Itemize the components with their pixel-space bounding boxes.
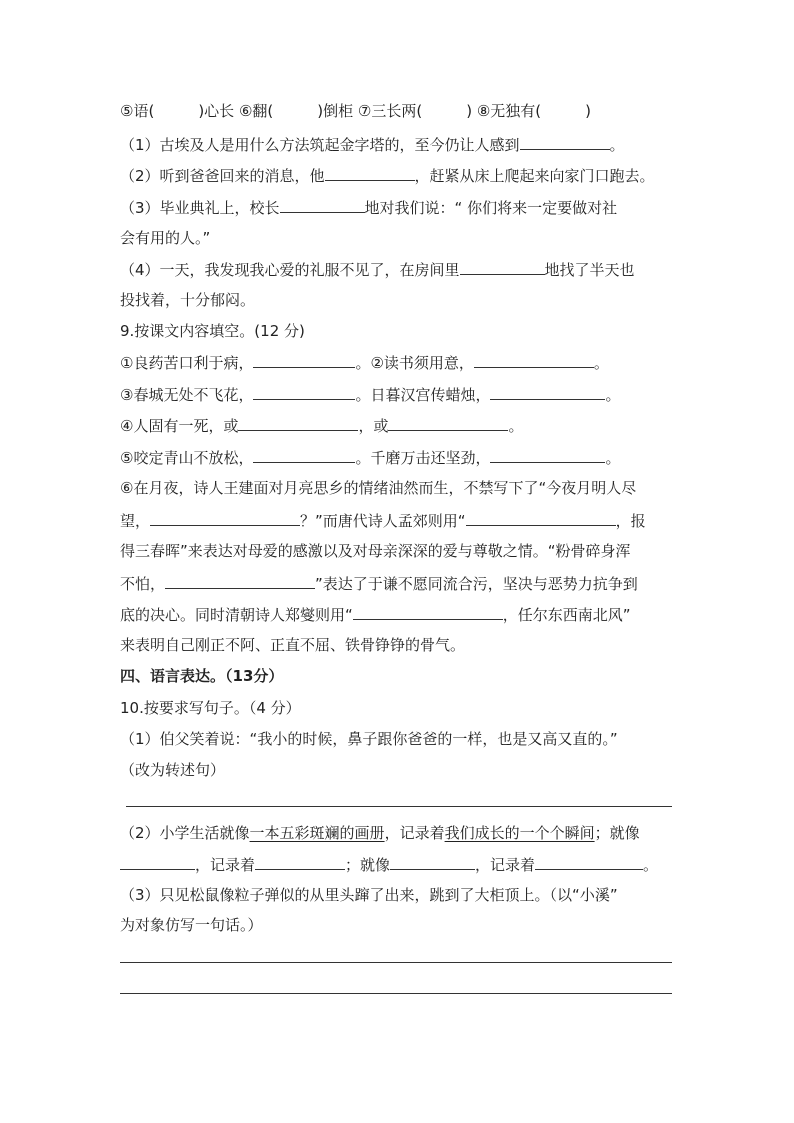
q9-line-9-b: ，任尔东西南北风” bbox=[502, 606, 631, 624]
q9-line-3-c: 。 bbox=[508, 417, 524, 435]
q10-sentence-2-blanks bbox=[120, 853, 658, 876]
idiom-5-start: ⑤语( bbox=[120, 102, 155, 120]
blank[interactable] bbox=[255, 853, 345, 870]
blank[interactable] bbox=[120, 853, 195, 870]
q8-item-3-end: 会有用的人。” bbox=[120, 229, 211, 247]
idiom-row bbox=[120, 100, 591, 122]
underlined-phrase: 一本五彩斑斓的画册 bbox=[249, 824, 385, 842]
q9-line-5: ⑥在月夜，诗人王建面对月亮思乡的情绪油然而生，不禁写下了“今夜月明人尽 bbox=[120, 479, 637, 497]
answer-line[interactable] bbox=[126, 806, 672, 807]
blank[interactable] bbox=[474, 351, 594, 368]
blank[interactable] bbox=[490, 383, 605, 400]
q10-sentence-1: （1）伯父笑着说：“我小的时候，鼻子跟你爸爸的一样，也是又高又直的。” bbox=[120, 730, 618, 748]
q8-item-3-cont bbox=[120, 227, 210, 249]
idiom-8-end: ) bbox=[585, 102, 592, 120]
q8-item-2 bbox=[120, 164, 655, 187]
blank[interactable] bbox=[280, 196, 365, 213]
answer-line[interactable] bbox=[120, 993, 672, 994]
q10-sentence-2 bbox=[120, 822, 640, 844]
q9-line-4-c: 。 bbox=[605, 449, 621, 467]
q9-line-2-b: 。日暮汉宫传蜡烛， bbox=[355, 386, 491, 404]
q9-line-1 bbox=[120, 351, 609, 374]
blank[interactable] bbox=[353, 603, 503, 620]
q10-s2b-d: 。 bbox=[643, 856, 659, 874]
blank[interactable] bbox=[520, 133, 610, 150]
q9-line-10: 来表明自己刚正不阿、正直不屈、铁骨铮铮的骨气。 bbox=[120, 636, 466, 654]
underlined-phrase: 我们成长的一个个瞬间 bbox=[444, 824, 595, 842]
q10-title: 10.按要求写句子。（4 分） bbox=[120, 699, 301, 717]
q9-line-9 bbox=[120, 603, 631, 626]
q9-line-3-b: ，或 bbox=[358, 417, 389, 435]
q9-line-4 bbox=[120, 446, 620, 469]
q10-s2b-b: ；就像 bbox=[345, 856, 391, 874]
idiom-6-start: ⑥翻( bbox=[238, 102, 274, 120]
q9-line-1-a: ①良药苦口利于病， bbox=[120, 354, 254, 372]
q10-sentence-1-instruction: （改为转述句） bbox=[120, 761, 226, 779]
q8-item-4-text: （4）一天，我发现我心爱的礼服不见了，在房间里 bbox=[120, 261, 460, 279]
blank[interactable] bbox=[460, 258, 545, 275]
q9-line-6-b: ？”而唐代诗人孟郊则用“ bbox=[300, 512, 466, 530]
blank[interactable] bbox=[150, 509, 300, 526]
q10-sentence-3-instruction: 为对象仿写一句话。） bbox=[120, 916, 263, 934]
q9-title: 9.按课文内容填空。(12 分) bbox=[120, 322, 305, 340]
idiom-6-end: )倒柜 bbox=[317, 102, 354, 120]
blank[interactable] bbox=[253, 351, 355, 368]
q9-line-7: 得三春晖”来表达对母爱的感激以及对母亲深深的爱与尊敬之情。“粉骨碎身浑 bbox=[120, 542, 631, 560]
q9-line-1-c: 。 bbox=[593, 354, 609, 372]
q8-item-3-mid: 地对我们说：“ 你们将来一定要做对社 bbox=[364, 199, 618, 217]
q10-s2b-a: ，记录着 bbox=[195, 856, 256, 874]
blank[interactable] bbox=[238, 414, 358, 431]
q10-sentence-3: （3）只见松鼠像粒子弹似的从里头蹿了出来，跳到了大柜顶上。（以“小溪” bbox=[120, 886, 618, 904]
q10-s2b-c: ，记录着 bbox=[475, 856, 536, 874]
q9-line-8 bbox=[120, 572, 638, 595]
q10-s2-b: ，记录着 bbox=[384, 824, 445, 842]
q10-s2-a: （2）小学生活就像 bbox=[120, 824, 250, 842]
q9-line-8-a: 不怕， bbox=[120, 575, 166, 593]
idiom-7-end: ) bbox=[466, 102, 473, 120]
q9-line-6-c: ，报 bbox=[615, 512, 646, 530]
q8-item-1-end: 。 bbox=[609, 136, 625, 154]
q9-line-4-b: 。千磨万击还坚劲， bbox=[355, 449, 491, 467]
q8-item-3-text: （3）毕业典礼上，校长 bbox=[120, 199, 280, 217]
blank[interactable] bbox=[253, 383, 355, 400]
blank[interactable] bbox=[253, 446, 355, 463]
blank[interactable] bbox=[490, 446, 605, 463]
q8-item-3 bbox=[120, 196, 617, 219]
idiom-7-start: ⑦三长两( bbox=[357, 102, 423, 120]
section-4-title: 四、语言表达。（13分） bbox=[120, 667, 284, 685]
blank[interactable] bbox=[165, 572, 315, 589]
q9-line-4-a: ⑤咬定青山不放松， bbox=[120, 449, 254, 467]
answer-line[interactable] bbox=[120, 962, 672, 963]
q9-line-2-a: ③春城无处不飞花， bbox=[120, 386, 254, 404]
q9-line-6 bbox=[120, 509, 646, 532]
q8-item-1 bbox=[120, 133, 625, 156]
q9-line-2-c: 。 bbox=[605, 386, 621, 404]
q8-item-1-text: （1）古埃及人是用什么方法筑起金字塔的，至今仍让人感到 bbox=[120, 136, 520, 154]
q8-item-4-cont bbox=[120, 289, 255, 311]
q8-item-4-mid: 地找了半天也 bbox=[544, 261, 635, 279]
blank[interactable] bbox=[388, 414, 508, 431]
idiom-5-end: )心长 bbox=[198, 102, 235, 120]
blank[interactable] bbox=[466, 509, 616, 526]
q10-s2-c: ；就像 bbox=[594, 824, 640, 842]
idiom-8-start: ⑧无独有( bbox=[476, 102, 542, 120]
blank[interactable] bbox=[325, 164, 415, 181]
blank[interactable] bbox=[535, 853, 643, 870]
q9-line-3-a: ④人固有一死，或 bbox=[120, 417, 239, 435]
q8-item-4-end: 投找着，十分郁闷。 bbox=[120, 291, 256, 309]
q9-line-2 bbox=[120, 383, 620, 406]
q8-item-2-end: ，赶紧从床上爬起来向家门口跑去。 bbox=[414, 167, 655, 185]
q9-line-6-a: 望， bbox=[120, 512, 151, 530]
q9-line-1-b: 。②读书须用意， bbox=[355, 354, 474, 372]
q9-line-3 bbox=[120, 414, 523, 437]
q9-line-8-b: ”表达了于谦不愿同流合污，坚决与恶势力抗争到 bbox=[315, 575, 638, 593]
q8-item-2-text: （2）听到爸爸回来的消息，他 bbox=[120, 167, 325, 185]
q8-item-4 bbox=[120, 258, 635, 281]
blank[interactable] bbox=[390, 853, 475, 870]
q9-line-9-a: 底的决心。同时清朝诗人郑燮则用“ bbox=[120, 606, 353, 624]
